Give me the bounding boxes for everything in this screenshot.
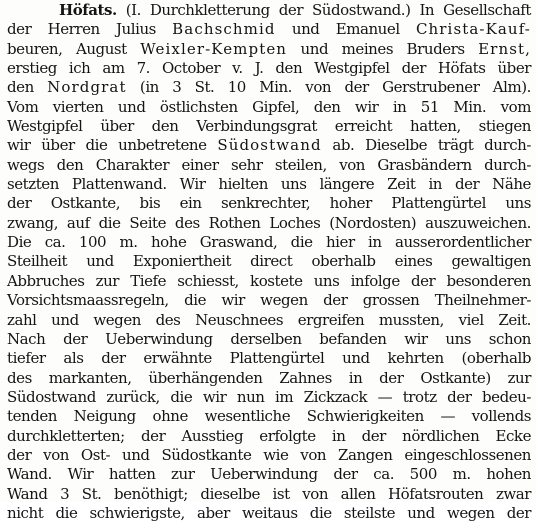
text-line (7, 20, 531, 39)
text-segment: des markanten, überhängenden Zahnes in der Ostkante) zur (7, 368, 531, 387)
text-segment: Vorsichtsmaassregeln, die wir wegen der grossen Theilnehmer- (7, 291, 531, 310)
text-line (7, 233, 531, 252)
text-line (7, 175, 531, 194)
text-segment: Abbruches zur Tiefe schiesst, kostete uns infolge der besonderen (7, 271, 531, 290)
text-line (7, 1, 531, 20)
text-segment: Westgipfel über den Verbindungsgrat erreicht hatten, stiegen (7, 117, 531, 136)
text-segment: Vom vierten und östlichsten Gipfel, den wir in 51 Min. vom (7, 97, 531, 116)
text-segment: zwang, auf die Seite des Rothen Loches (Nordosten) auszuweichen. (7, 213, 531, 232)
text-line (7, 446, 531, 465)
text-line (7, 156, 531, 175)
text-line (7, 117, 531, 136)
text-segment: der von Ost- und Südostkante wie von Zangen eingeschlossenen (7, 445, 531, 464)
text-line (7, 291, 531, 310)
article-text (7, 1, 531, 523)
text-line (7, 214, 531, 233)
text-line (7, 330, 531, 349)
text-segment: setzten Plattenwand. Wir hielten uns längere Zeit in der Nähe (7, 175, 531, 194)
text-segment: Südostwand zurück, die wir nun im Zickzack — trotz der bedeu- (7, 387, 531, 406)
text-line (7, 59, 531, 78)
text-segment: wir über die unbetretene (7, 136, 218, 155)
text-line (7, 136, 531, 155)
text-segment: Steilheit und Exponiertheit direct oberhalb eines gewaltigen (7, 252, 531, 271)
spaced-emphasis: Nordgrat (47, 78, 127, 97)
text-segment: durchkletterten; der Ausstieg erfolgte in der nördlichen Ecke (7, 426, 531, 445)
text-segment: Die ca. 100 m. hohe Graswand, die hier in ausserordentlicher (7, 233, 531, 252)
spaced-emphasis: Bachschmid (172, 20, 276, 39)
text-segment: zahl und wegen des Neuschnees ergreifen mussten, viel Zeit. (7, 310, 531, 329)
text-segment: und Emanuel (275, 20, 416, 39)
text-line (7, 485, 531, 504)
text-line (7, 252, 531, 271)
text-line (7, 465, 531, 484)
text-line (7, 98, 531, 117)
spaced-emphasis: Weixler-Kempten (140, 39, 288, 58)
text-segment: (in 3 St. 10 Min. von der Gerstrubener Alm). (126, 78, 532, 97)
text-line (7, 504, 531, 523)
text-line (7, 272, 531, 291)
text-line (7, 40, 531, 59)
text-line (7, 427, 531, 446)
text-segment: der Ostkante, bis ein senkrechter, hoher Plattengürtel uns (7, 194, 531, 213)
text-line (7, 407, 531, 426)
spaced-emphasis: Christa-Kauf- (415, 20, 531, 39)
text-segment: tiefer als der erwähnte Plattengürtel und kehrten (oberhalb (7, 349, 531, 368)
text-segment: tenden Neigung ohne wesentliche Schwierigkeiten — vollends (7, 407, 531, 426)
text-line (7, 369, 531, 388)
text-segment: Wand 3 St. benöthigt; dieselbe ist von allen Höfatsrouten zwar (7, 484, 531, 503)
text-segment: der Herren Julius (7, 20, 173, 39)
text-segment: (I. Durchkletterung der Südostwand.) In Gesellschaft (116, 1, 531, 19)
text-line (7, 78, 531, 97)
text-segment: Wand. Wir hatten zur Ueberwindung der ca. 500 m. hohen (7, 465, 531, 484)
text-segment: nicht die schwierigste, aber weitaus die steilste und wegen der (7, 503, 531, 522)
text-line (7, 311, 531, 330)
text-segment: Nach der Ueberwindung derselben befanden wir uns schon (7, 329, 531, 348)
text-segment: den (7, 78, 48, 97)
text-line (7, 388, 531, 407)
text-segment: wegs den Charakter einer sehr steilen, von Grasbändern durch- (7, 155, 531, 174)
spaced-emphasis: Ernst, (478, 39, 531, 58)
text-line (7, 194, 531, 213)
spaced-emphasis: Südostwand (217, 136, 322, 155)
text-segment: beuren, August (7, 39, 141, 58)
section-heading: Höfats. (59, 1, 117, 19)
text-segment: ab. Dieselbe trägt durch- (321, 136, 531, 155)
text-segment: und meines Bruders (287, 39, 479, 58)
text-segment: erstieg ich am 7. October v. J. den Westgipfel der Höfats über (7, 59, 531, 78)
text-line (7, 349, 531, 368)
